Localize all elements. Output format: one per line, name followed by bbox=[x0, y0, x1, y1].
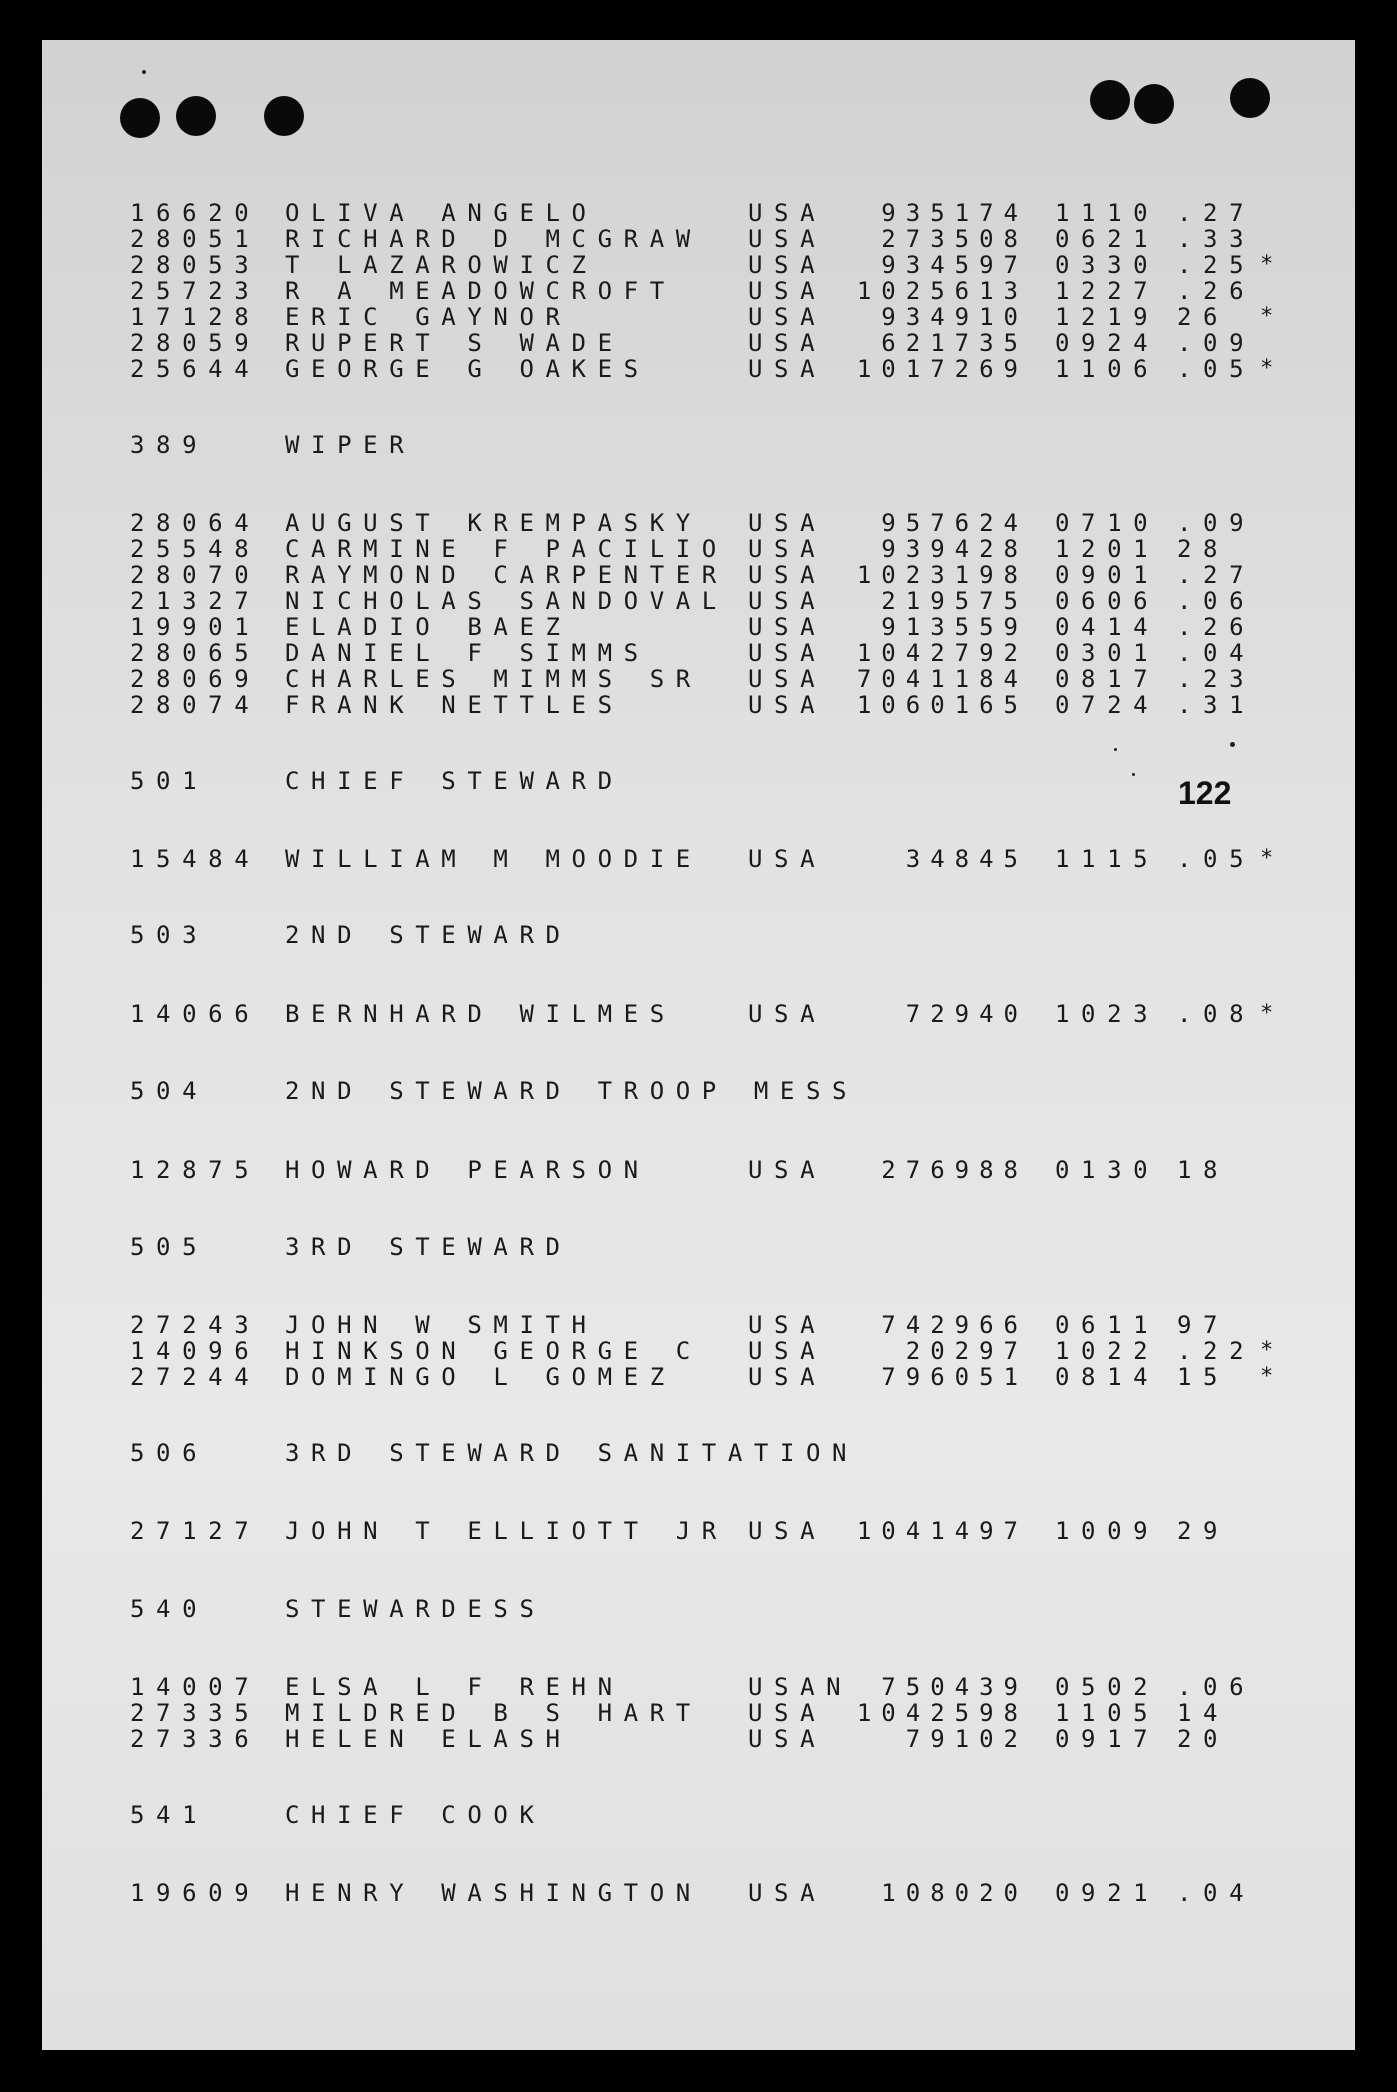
ink-speck bbox=[1230, 742, 1235, 747]
row-name: WILLIAM M MOODIE bbox=[285, 845, 702, 873]
row-id: 505 bbox=[130, 1233, 209, 1261]
row-star: * bbox=[1260, 1001, 1285, 1026]
row-nat: USA bbox=[748, 1363, 827, 1391]
row-amt: .09 bbox=[1177, 509, 1256, 537]
row-num: 796051 bbox=[881, 1363, 1028, 1391]
row-star: * bbox=[1260, 304, 1285, 329]
row-name: MILDRED B S HART bbox=[285, 1699, 702, 1727]
row-id: 28074 bbox=[130, 691, 261, 719]
row-num: 108020 bbox=[881, 1879, 1028, 1907]
row-date: 1022 bbox=[1055, 1337, 1160, 1365]
row-name: STEWARDESS bbox=[285, 1595, 546, 1623]
punch-hole bbox=[264, 96, 304, 136]
row-num: 34845 bbox=[905, 845, 1028, 873]
row-amt: .04 bbox=[1177, 639, 1256, 667]
row-num: 742966 bbox=[881, 1311, 1028, 1339]
row-name: 3RD STEWARD SANITATION bbox=[285, 1439, 859, 1467]
row-id: 27244 bbox=[130, 1363, 261, 1391]
row-amt: .25 bbox=[1177, 251, 1256, 279]
row-amt: .31 bbox=[1177, 691, 1256, 719]
row-amt: .27 bbox=[1177, 561, 1256, 589]
row-name: 2ND STEWARD bbox=[285, 921, 572, 949]
row-num: 273508 bbox=[881, 225, 1028, 253]
row-id: 28059 bbox=[130, 329, 261, 357]
punch-hole bbox=[1134, 84, 1174, 124]
row-num: 939428 bbox=[881, 535, 1028, 563]
row-nat: USA bbox=[748, 535, 827, 563]
row-name: FRANK NETTLES bbox=[285, 691, 624, 719]
row-amt: 28 bbox=[1177, 535, 1230, 563]
row-id: 21327 bbox=[130, 587, 261, 615]
row-id: 28069 bbox=[130, 665, 261, 693]
row-nat: USA bbox=[748, 1311, 827, 1339]
row-date: 1219 bbox=[1055, 303, 1160, 331]
row-amt: .05 bbox=[1177, 355, 1256, 383]
row-date: 0330 bbox=[1055, 251, 1160, 279]
row-id: 25723 bbox=[130, 277, 261, 305]
row-id: 19609 bbox=[130, 1879, 261, 1907]
row-nat: USA bbox=[748, 509, 827, 537]
row-name: CHARLES MIMMS SR bbox=[285, 665, 702, 693]
row-date: 1115 bbox=[1055, 845, 1160, 873]
row-id: 27335 bbox=[130, 1699, 261, 1727]
row-name: DOMINGO L GOMEZ bbox=[285, 1363, 676, 1391]
row-name: T LAZAROWICZ bbox=[285, 251, 598, 279]
row-amt: .08 bbox=[1177, 1000, 1256, 1028]
punch-hole bbox=[1090, 80, 1130, 120]
row-num: 934597 bbox=[881, 251, 1028, 279]
row-date: 0921 bbox=[1055, 1879, 1160, 1907]
row-date: 1105 bbox=[1055, 1699, 1160, 1727]
row-amt: .26 bbox=[1177, 277, 1256, 305]
row-id: 28064 bbox=[130, 509, 261, 537]
row-id: 25644 bbox=[130, 355, 261, 383]
row-nat: USA bbox=[748, 1000, 827, 1028]
row-num: 276988 bbox=[881, 1156, 1028, 1184]
row-nat: USA bbox=[748, 561, 827, 589]
row-name: HELEN ELASH bbox=[285, 1725, 572, 1753]
row-name: GEORGE G OAKES bbox=[285, 355, 650, 383]
row-id: 16620 bbox=[130, 199, 261, 227]
row-amt: .04 bbox=[1177, 1879, 1256, 1907]
row-num: 750439 bbox=[881, 1673, 1028, 1701]
row-num: 219575 bbox=[881, 587, 1028, 615]
row-id: 12875 bbox=[130, 1156, 261, 1184]
row-nat: USA bbox=[748, 199, 827, 227]
row-num: 20297 bbox=[905, 1337, 1028, 1365]
row-date: 1201 bbox=[1055, 535, 1160, 563]
row-amt: .26 bbox=[1177, 613, 1256, 641]
row-nat: USA bbox=[748, 225, 827, 253]
row-amt: 26 bbox=[1177, 303, 1230, 331]
row-num: 1042792 bbox=[856, 639, 1028, 667]
row-num: 1023198 bbox=[856, 561, 1028, 589]
row-name: CHIEF STEWARD bbox=[285, 767, 624, 795]
ink-speck bbox=[1132, 773, 1135, 776]
row-nat: USA bbox=[748, 303, 827, 331]
row-id: 14066 bbox=[130, 1000, 261, 1028]
row-nat: USAN bbox=[748, 1673, 853, 1701]
row-amt: .23 bbox=[1177, 665, 1256, 693]
row-id: 14007 bbox=[130, 1673, 261, 1701]
row-date: 0817 bbox=[1055, 665, 1160, 693]
row-name: AUGUST KREMPASKY bbox=[285, 509, 702, 537]
row-nat: USA bbox=[748, 691, 827, 719]
row-num: 1041497 bbox=[856, 1517, 1028, 1545]
row-name: RUPERT S WADE bbox=[285, 329, 624, 357]
row-num: 934910 bbox=[881, 303, 1028, 331]
row-amt: 15 bbox=[1177, 1363, 1230, 1391]
row-amt: .27 bbox=[1177, 199, 1256, 227]
row-date: 0502 bbox=[1055, 1673, 1160, 1701]
row-id: 501 bbox=[130, 767, 209, 795]
row-name: NICHOLAS SANDOVAL bbox=[285, 587, 728, 615]
row-nat: USA bbox=[748, 587, 827, 615]
row-date: 0724 bbox=[1055, 691, 1160, 719]
row-nat: USA bbox=[748, 1337, 827, 1365]
row-id: 28070 bbox=[130, 561, 261, 589]
row-date: 1106 bbox=[1055, 355, 1160, 383]
row-num: 1017269 bbox=[856, 355, 1028, 383]
row-star: * bbox=[1260, 252, 1285, 277]
row-id: 28065 bbox=[130, 639, 261, 667]
row-id: 27243 bbox=[130, 1311, 261, 1339]
row-nat: USA bbox=[748, 1725, 827, 1753]
row-nat: USA bbox=[748, 329, 827, 357]
row-nat: USA bbox=[748, 355, 827, 383]
row-name: 2ND STEWARD TROOP MESS bbox=[285, 1077, 859, 1105]
row-name: BERNHARD WILMES bbox=[285, 1000, 676, 1028]
row-name: RICHARD D MCGRAW bbox=[285, 225, 702, 253]
row-name: HENRY WASHINGTON bbox=[285, 1879, 702, 1907]
row-amt: .22 bbox=[1177, 1337, 1256, 1365]
row-date: 1009 bbox=[1055, 1517, 1160, 1545]
row-amt: 20 bbox=[1177, 1725, 1230, 1753]
row-date: 0621 bbox=[1055, 225, 1160, 253]
row-date: 0611 bbox=[1055, 1311, 1160, 1339]
row-name: CHIEF COOK bbox=[285, 1801, 546, 1829]
row-name: DANIEL F SIMMS bbox=[285, 639, 650, 667]
row-nat: USA bbox=[748, 1156, 827, 1184]
row-star: * bbox=[1260, 846, 1285, 871]
row-id: 27336 bbox=[130, 1725, 261, 1753]
row-num: 7041184 bbox=[856, 665, 1028, 693]
row-num: 621735 bbox=[881, 329, 1028, 357]
row-amt: 14 bbox=[1177, 1699, 1230, 1727]
row-nat: USA bbox=[748, 277, 827, 305]
row-name: HINKSON GEORGE C bbox=[285, 1337, 702, 1365]
row-id: 17128 bbox=[130, 303, 261, 331]
row-num: 935174 bbox=[881, 199, 1028, 227]
punch-hole bbox=[120, 98, 160, 138]
row-id: 19901 bbox=[130, 613, 261, 641]
row-name: CARMINE F PACILIO bbox=[285, 535, 728, 563]
row-amt: 18 bbox=[1177, 1156, 1230, 1184]
row-nat: USA bbox=[748, 251, 827, 279]
row-date: 1227 bbox=[1055, 277, 1160, 305]
row-id: 540 bbox=[130, 1595, 209, 1623]
row-date: 1110 bbox=[1055, 199, 1160, 227]
row-id: 15484 bbox=[130, 845, 261, 873]
row-id: 389 bbox=[130, 431, 209, 459]
row-name: ELADIO BAEZ bbox=[285, 613, 572, 641]
row-amt: .06 bbox=[1177, 1673, 1256, 1701]
punch-hole bbox=[1230, 78, 1270, 118]
row-id: 504 bbox=[130, 1077, 209, 1105]
row-nat: USA bbox=[748, 613, 827, 641]
row-date: 0606 bbox=[1055, 587, 1160, 615]
row-date: 0414 bbox=[1055, 613, 1160, 641]
punch-hole bbox=[176, 96, 216, 136]
row-nat: USA bbox=[748, 1879, 827, 1907]
row-date: 0130 bbox=[1055, 1156, 1160, 1184]
row-id: 28051 bbox=[130, 225, 261, 253]
row-date: 1023 bbox=[1055, 1000, 1160, 1028]
row-id: 541 bbox=[130, 1801, 209, 1829]
row-star: * bbox=[1260, 1338, 1285, 1363]
row-date: 0814 bbox=[1055, 1363, 1160, 1391]
row-date: 0924 bbox=[1055, 329, 1160, 357]
row-name: JOHN T ELLIOTT JR bbox=[285, 1517, 728, 1545]
row-name: OLIVA ANGELO bbox=[285, 199, 598, 227]
row-name: ERIC GAYNOR bbox=[285, 303, 572, 331]
row-id: 506 bbox=[130, 1439, 209, 1467]
row-id: 14096 bbox=[130, 1337, 261, 1365]
row-num: 957624 bbox=[881, 509, 1028, 537]
row-nat: USA bbox=[748, 639, 827, 667]
document-page bbox=[42, 40, 1355, 2050]
row-date: 0710 bbox=[1055, 509, 1160, 537]
row-nat: USA bbox=[748, 1517, 827, 1545]
row-date: 0917 bbox=[1055, 1725, 1160, 1753]
row-nat: USA bbox=[748, 665, 827, 693]
row-amt: 97 bbox=[1177, 1311, 1230, 1339]
row-name: 3RD STEWARD bbox=[285, 1233, 572, 1261]
page-number: 122 bbox=[1178, 775, 1232, 811]
row-id: 27127 bbox=[130, 1517, 261, 1545]
row-id: 503 bbox=[130, 921, 209, 949]
row-name: WIPER bbox=[285, 431, 416, 459]
row-num: 79102 bbox=[905, 1725, 1028, 1753]
row-star: * bbox=[1260, 1364, 1285, 1389]
row-amt: .06 bbox=[1177, 587, 1256, 615]
row-amt: .05 bbox=[1177, 845, 1256, 873]
row-amt: .33 bbox=[1177, 225, 1256, 253]
row-date: 0901 bbox=[1055, 561, 1160, 589]
row-num: 72940 bbox=[905, 1000, 1028, 1028]
row-name: R A MEADOWCROFT bbox=[285, 277, 676, 305]
row-num: 1025613 bbox=[856, 277, 1028, 305]
row-star: * bbox=[1260, 356, 1285, 381]
row-num: 1060165 bbox=[856, 691, 1028, 719]
row-name: RAYMOND CARPENTER bbox=[285, 561, 728, 589]
row-nat: USA bbox=[748, 845, 827, 873]
row-name: JOHN W SMITH bbox=[285, 1311, 598, 1339]
row-amt: 29 bbox=[1177, 1517, 1230, 1545]
row-num: 1042598 bbox=[856, 1699, 1028, 1727]
row-id: 25548 bbox=[130, 535, 261, 563]
ink-speck bbox=[142, 70, 146, 74]
row-num: 913559 bbox=[881, 613, 1028, 641]
row-date: 0301 bbox=[1055, 639, 1160, 667]
row-name: ELSA L F REHN bbox=[285, 1673, 624, 1701]
row-name: HOWARD PEARSON bbox=[285, 1156, 650, 1184]
row-id: 28053 bbox=[130, 251, 261, 279]
ink-speck bbox=[1114, 748, 1117, 751]
row-amt: .09 bbox=[1177, 329, 1256, 357]
row-nat: USA bbox=[748, 1699, 827, 1727]
